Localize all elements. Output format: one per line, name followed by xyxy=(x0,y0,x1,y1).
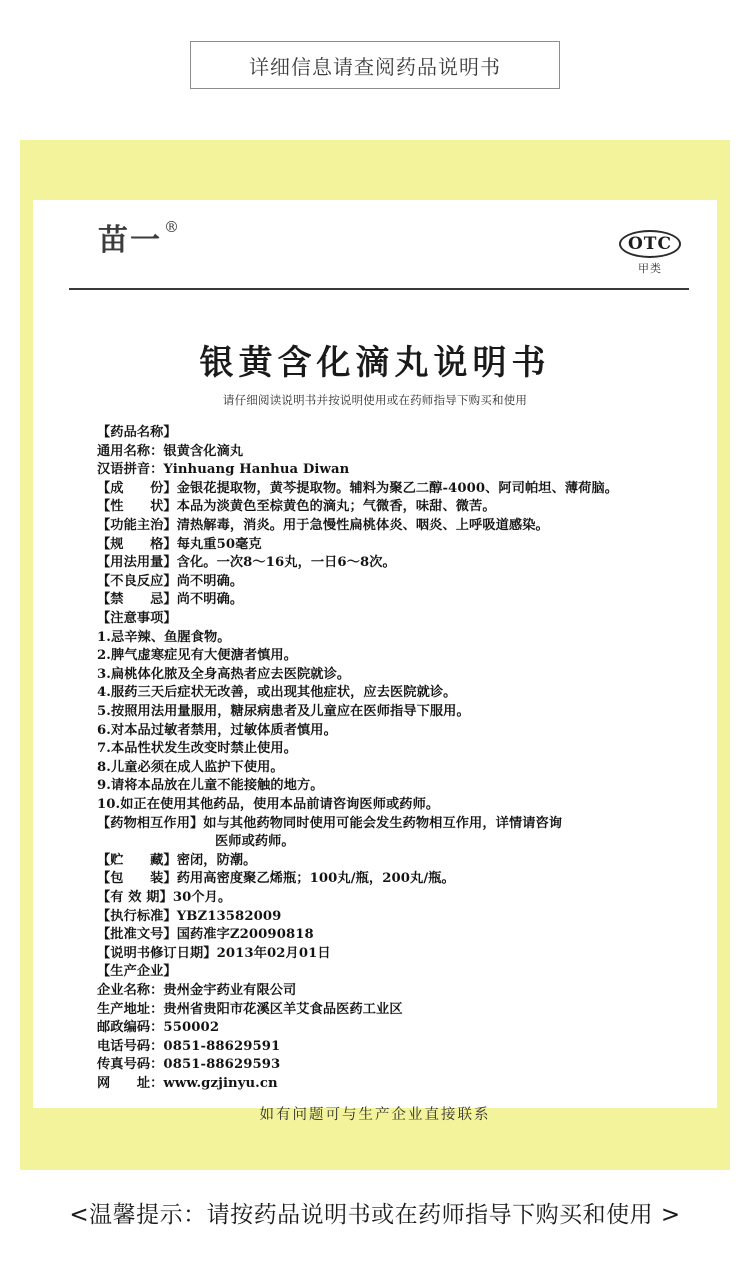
header-divider xyxy=(69,288,689,290)
insert-line: 医师或药师。 xyxy=(215,834,295,850)
brand-name: 苗一 xyxy=(98,223,162,258)
insert-line: 10.如正在使用其他药品，使用本品前请咨询医师或药师。 xyxy=(97,796,440,812)
otc-oval-icon xyxy=(619,230,681,258)
leaflet-footer xyxy=(33,1103,717,1124)
insert-line: 7.本品性状发生改变时禁止使用。 xyxy=(97,741,297,757)
insert-body xyxy=(33,424,717,1093)
insert-line: 【说明书修订日期】2013年02月01日 xyxy=(97,945,331,961)
insert-line: 电话号码：0851-88629591 xyxy=(97,1038,281,1054)
leaflet-header xyxy=(33,200,717,292)
otc-badge xyxy=(619,230,681,276)
top-info-banner xyxy=(190,41,560,89)
package-insert-sheet xyxy=(33,200,717,1124)
insert-line: 5.按照用法用量服用，糖尿病患者及儿童应在医师指导下服用。 xyxy=(97,704,470,719)
insert-line: 【生产企业】 xyxy=(97,964,177,980)
top-banner-text: 详细信息请查阅药品说明书 xyxy=(249,54,501,79)
insert-line: 邮政编码：550002 xyxy=(97,1020,220,1036)
insert-line: 网 址：www.gzjinyu.cn xyxy=(97,1075,278,1091)
insert-line: 1.忌辛辣、鱼腥食物。 xyxy=(97,629,231,645)
insert-line: 3.扁桃体化脓及全身高热者应去医院就诊。 xyxy=(97,666,351,682)
footer-note: 如有问题可与生产企业直接联系 xyxy=(259,1107,491,1124)
bottom-tip-bar xyxy=(0,1196,750,1229)
insert-line: 【不良反应】尚不明确。 xyxy=(97,573,244,589)
insert-line: 【注意事项】 xyxy=(97,611,177,627)
insert-line: 【包 装】药用高密度聚乙烯瓶；100丸/瓶，200丸/瓶。 xyxy=(97,871,455,887)
insert-line: 【性 状】本品为淡黄色至棕黄色的滴丸；气微香，味甜、微苦。 xyxy=(97,499,496,515)
insert-line: 【成 份】金银花提取物，黄芩提取物。辅料为聚乙二醇-4000、阿司帕坦、薄荷脑。 xyxy=(97,480,619,496)
insert-line: 【药品名称】 xyxy=(97,425,177,441)
insert-line: 【执行标准】YBZ13582009 xyxy=(97,908,282,924)
insert-line: 企业名称：贵州金宇药业有限公司 xyxy=(97,982,297,998)
insert-line: 生产地址：贵州省贵阳市花溪区羊艾食品医药工业区 xyxy=(97,1001,403,1017)
insert-line: 【有 效 期】30个月。 xyxy=(97,889,232,905)
insert-line: 9.请将本品放在儿童不能接触的地方。 xyxy=(97,778,324,794)
document-subtitle: 请仔细阅读说明书并按说明使用或在药师指导下购买和使用 xyxy=(222,393,528,408)
insert-line: 【批准文号】国药准字Z20090818 xyxy=(97,927,314,943)
insert-line: 【贮 藏】密闭，防潮。 xyxy=(97,852,257,868)
insert-line: 【功能主治】清热解毒，消炎。用于急慢性扁桃体炎、咽炎、上呼吸道感染。 xyxy=(97,518,549,534)
insert-line: 8.儿童必须在成人监护下使用。 xyxy=(97,759,284,775)
insert-line: 传真号码：0851-88629593 xyxy=(97,1057,281,1073)
insert-line: 【规 格】每丸重50毫克 xyxy=(97,536,262,552)
registered-trademark-icon: ® xyxy=(164,218,179,236)
brand-logo xyxy=(98,218,179,258)
insert-line: 2.脾气虚寒症见有大便溏者慎用。 xyxy=(97,648,297,664)
insert-line: 【药物相互作用】如与其他药物同时使用可能会发生药物相互作用，详情请咨询 xyxy=(97,815,563,831)
document-title: 银黄含化滴丸说明书 xyxy=(199,343,551,383)
insert-line: 【用法用量】含化。一次8～16丸，一日6～8次。 xyxy=(97,555,396,571)
bottom-tip-text: <温馨提示：请按药品说明书或在药师指导下购买和使用 > xyxy=(69,1202,681,1228)
otc-label: OTC xyxy=(628,233,672,254)
insert-line: 6.对本品过敏者禁用，过敏体质者慎用。 xyxy=(97,722,337,738)
otc-class-label: 甲类 xyxy=(638,262,662,275)
insert-line: 4.服药三天后症状无改善，或出现其他症状，应去医院就诊。 xyxy=(97,685,457,701)
insert-line: 【禁 忌】尚不明确。 xyxy=(97,592,244,608)
insert-line: 通用名称：银黄含化滴丸 xyxy=(97,443,244,459)
insert-line: 汉语拼音：Yinhuang Hanhua Diwan xyxy=(97,462,350,478)
title-block xyxy=(33,344,717,408)
